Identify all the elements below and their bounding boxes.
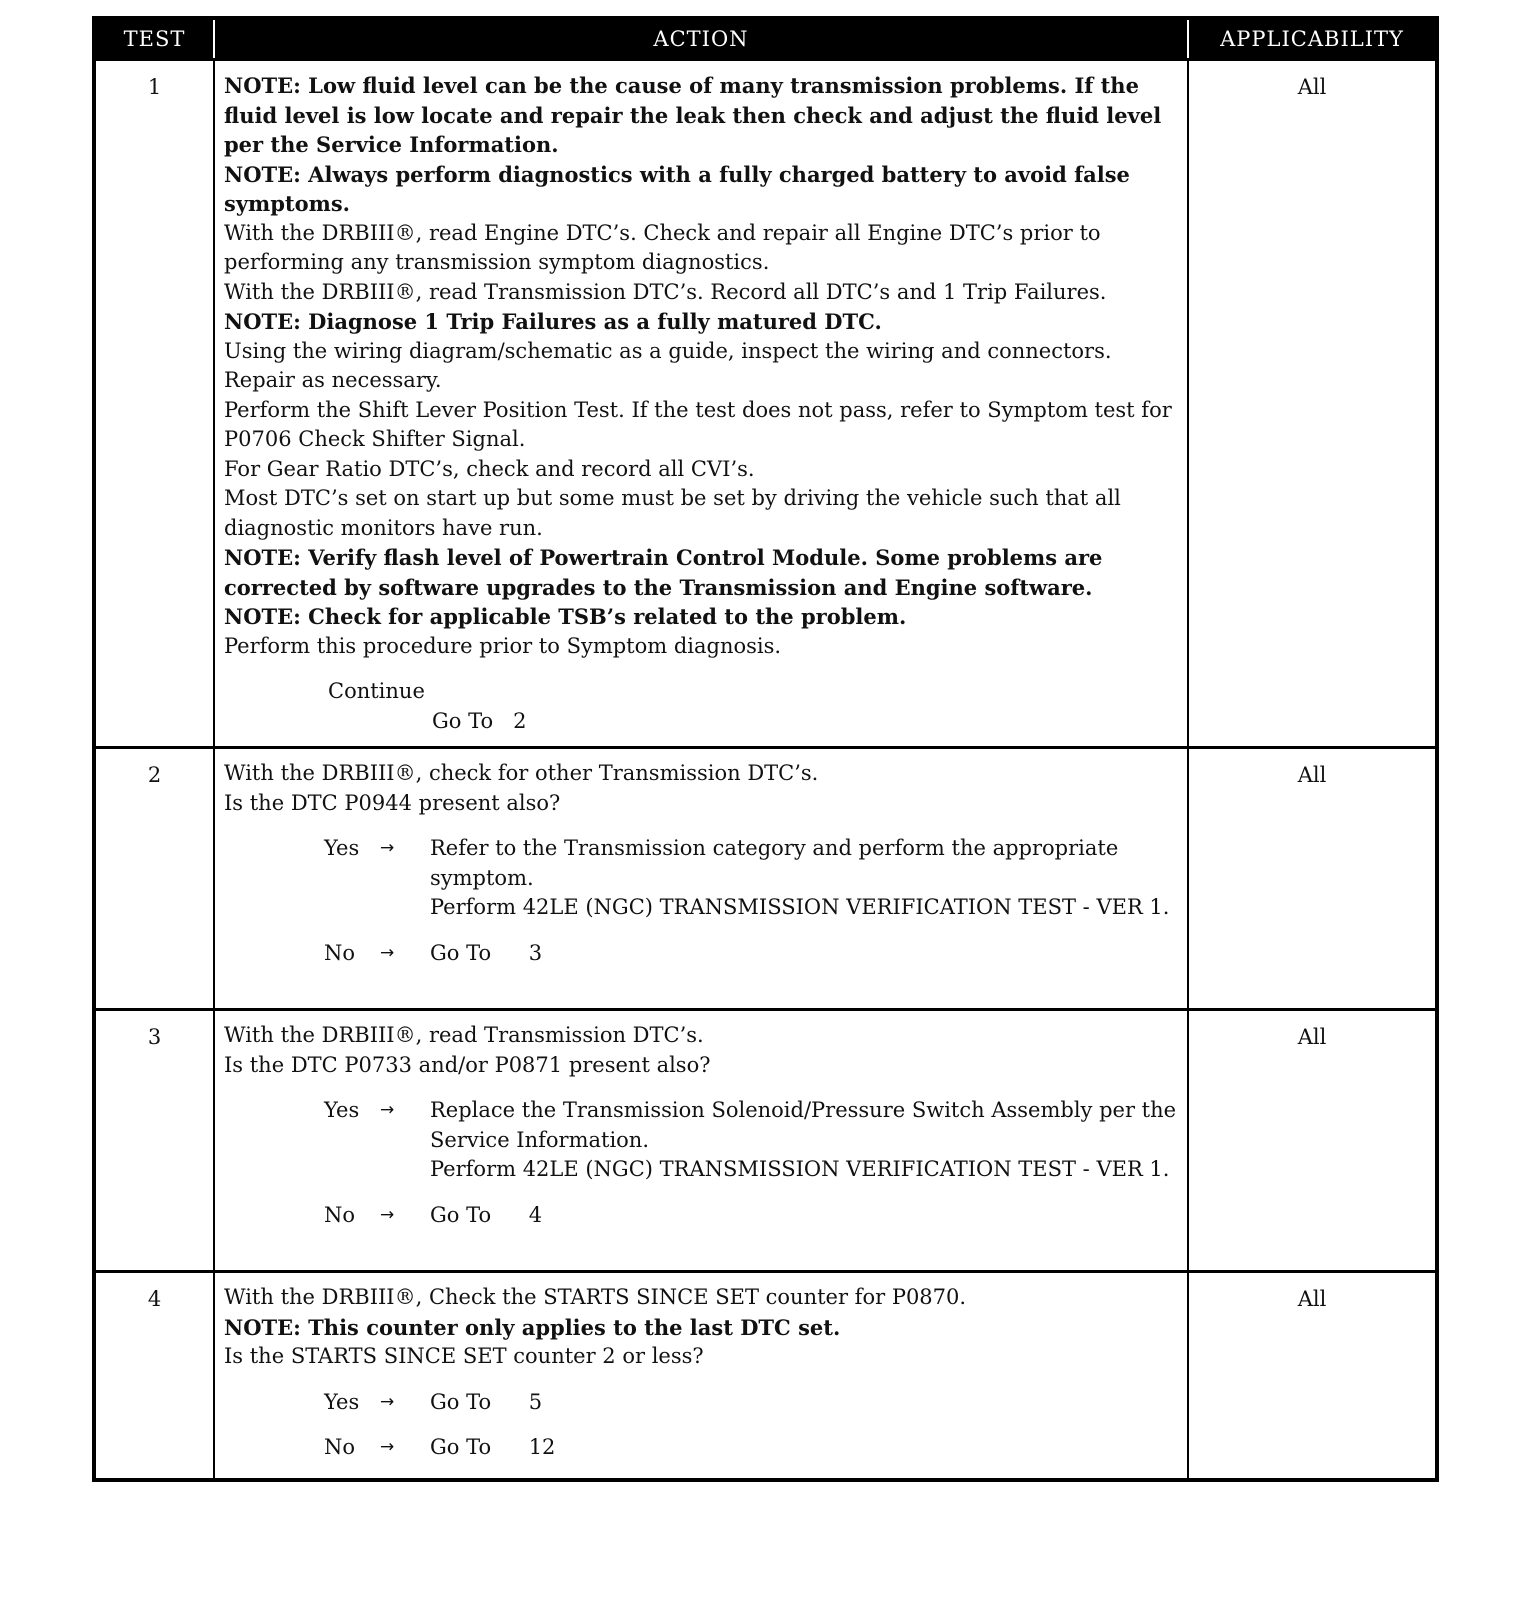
yes-label: Yes bbox=[324, 1389, 360, 1414]
action-line: For Gear Ratio DTC’s, check and record all CVI’s. bbox=[224, 456, 755, 481]
action-line: With the DRBIII®, read Engine DTC’s. Check and repair all Engine DTC’s prior to performing any transmission symptom diagnostics. bbox=[224, 220, 1101, 274]
goto-number: 3 bbox=[528, 940, 543, 965]
goto-number: 12 bbox=[528, 1435, 556, 1459]
header-test: TEST bbox=[96, 20, 214, 60]
arrow-icon: → bbox=[380, 838, 395, 858]
yes-text-verify: Perform 42LE (NGC) TRANSMISSION VERIFICATION TEST - VER 1. bbox=[430, 895, 1170, 919]
yes-response bbox=[224, 834, 1181, 923]
table-header-row bbox=[96, 20, 1435, 60]
no-label: No bbox=[324, 1202, 356, 1227]
no-response bbox=[224, 1201, 1181, 1231]
action-line: Most DTC’s set on start up but some must be set by driving the vehicle such that all diagnostic monitors have run. bbox=[224, 486, 1121, 540]
action-line: With the DRBIII®, Check the STARTS SINCE SET counter for P0870. bbox=[224, 1285, 967, 1309]
test-number: 3 bbox=[96, 1010, 214, 1272]
header-applicability: APPLICABILITY bbox=[1188, 20, 1435, 60]
yes-text: Refer to the Transmission category and perform the appropriate symptom. bbox=[430, 836, 1119, 890]
goto-label: Go To bbox=[430, 1435, 492, 1459]
no-response bbox=[224, 1433, 1181, 1463]
goto-label: Go To bbox=[430, 1202, 492, 1227]
action-line: NOTE: Diagnose 1 Trip Failures as a fully matured DTC. bbox=[224, 309, 882, 334]
table-row bbox=[96, 1272, 1435, 1478]
action-line: With the DRBIII®, check for other Transmission DTC’s. bbox=[224, 761, 819, 785]
applicability-value: All bbox=[1188, 748, 1435, 1010]
yes-text-verify: Perform 42LE (NGC) TRANSMISSION VERIFICATION TEST - VER 1. bbox=[430, 1157, 1170, 1181]
goto-label: Go To bbox=[430, 1389, 492, 1414]
action-line: Is the DTC P0944 present also? bbox=[224, 790, 561, 815]
action-cell bbox=[214, 748, 1188, 1010]
action-line: NOTE: This counter only applies to the last DTC set. bbox=[224, 1314, 841, 1340]
test-number: 2 bbox=[96, 748, 214, 1010]
table-row bbox=[96, 60, 1435, 748]
goto-label: Go To bbox=[430, 940, 492, 965]
action-line: Using the wiring diagram/schematic as a guide, inspect the wiring and connectors. Repair as necessary. bbox=[224, 338, 1112, 392]
applicability-value: All bbox=[1188, 1010, 1435, 1272]
arrow-icon: → bbox=[380, 1204, 395, 1225]
action-line: Perform this procedure prior to Symptom diagnosis. bbox=[224, 633, 782, 658]
action-line: Perform the Shift Lever Position Test. If the test does not pass, refer to Symptom test for P0706 Check Shifter Signal. bbox=[224, 397, 1172, 451]
yes-response bbox=[224, 1096, 1181, 1185]
applicability-value: All bbox=[1188, 1272, 1435, 1478]
table-row bbox=[96, 1010, 1435, 1272]
test-number: 4 bbox=[96, 1272, 214, 1478]
action-cell bbox=[214, 1010, 1188, 1272]
diagnostic-table bbox=[92, 16, 1439, 1482]
no-label: No bbox=[324, 940, 356, 965]
yes-label: Yes bbox=[324, 836, 360, 860]
action-cell bbox=[214, 60, 1188, 748]
action-line: NOTE: Always perform diagnostics with a fully charged battery to avoid false symptoms. bbox=[224, 161, 1130, 216]
continue-goto: Go To 2 bbox=[432, 708, 527, 733]
arrow-icon: → bbox=[380, 1100, 395, 1120]
action-line: With the DRBIII®, read Transmission DTC’s. Record all DTC’s and 1 Trip Failures. bbox=[224, 279, 1107, 304]
yes-label: Yes bbox=[324, 1098, 360, 1122]
yes-response bbox=[224, 1388, 1181, 1418]
action-line: NOTE: Check for applicable TSB’s related to the problem. bbox=[224, 604, 907, 629]
arrow-icon: → bbox=[380, 1391, 395, 1412]
action-line: With the DRBIII®, read Transmission DTC’s. bbox=[224, 1023, 704, 1047]
applicability-value: All bbox=[1188, 60, 1435, 748]
continue-label: Continue bbox=[328, 679, 425, 703]
table-row bbox=[96, 748, 1435, 1010]
no-label: No bbox=[324, 1435, 356, 1459]
goto-number: 5 bbox=[528, 1389, 543, 1414]
action-line: NOTE: Low fluid level can be the cause of many transmission problems. If the fluid level is low locate and repair the leak then check and adjust the fluid level per the Service Information. bbox=[224, 73, 1162, 157]
action-line: NOTE: Verify flash level of Powertrain Control Module. Some problems are corrected by software upgrades to the Transmission and Engine software. bbox=[224, 545, 1103, 600]
action-cell bbox=[214, 1272, 1188, 1478]
action-line: Is the DTC P0733 and/or P0871 present also? bbox=[224, 1052, 711, 1077]
arrow-icon: → bbox=[380, 1437, 395, 1457]
yes-text: Replace the Transmission Solenoid/Pressure Switch Assembly per the Service Information. bbox=[430, 1098, 1177, 1152]
no-response bbox=[224, 939, 1181, 969]
goto-number: 4 bbox=[528, 1202, 543, 1227]
header-action: ACTION bbox=[214, 20, 1188, 60]
test-number: 1 bbox=[96, 60, 214, 748]
arrow-icon: → bbox=[380, 942, 395, 963]
action-line: Is the STARTS SINCE SET counter 2 or less? bbox=[224, 1344, 704, 1368]
